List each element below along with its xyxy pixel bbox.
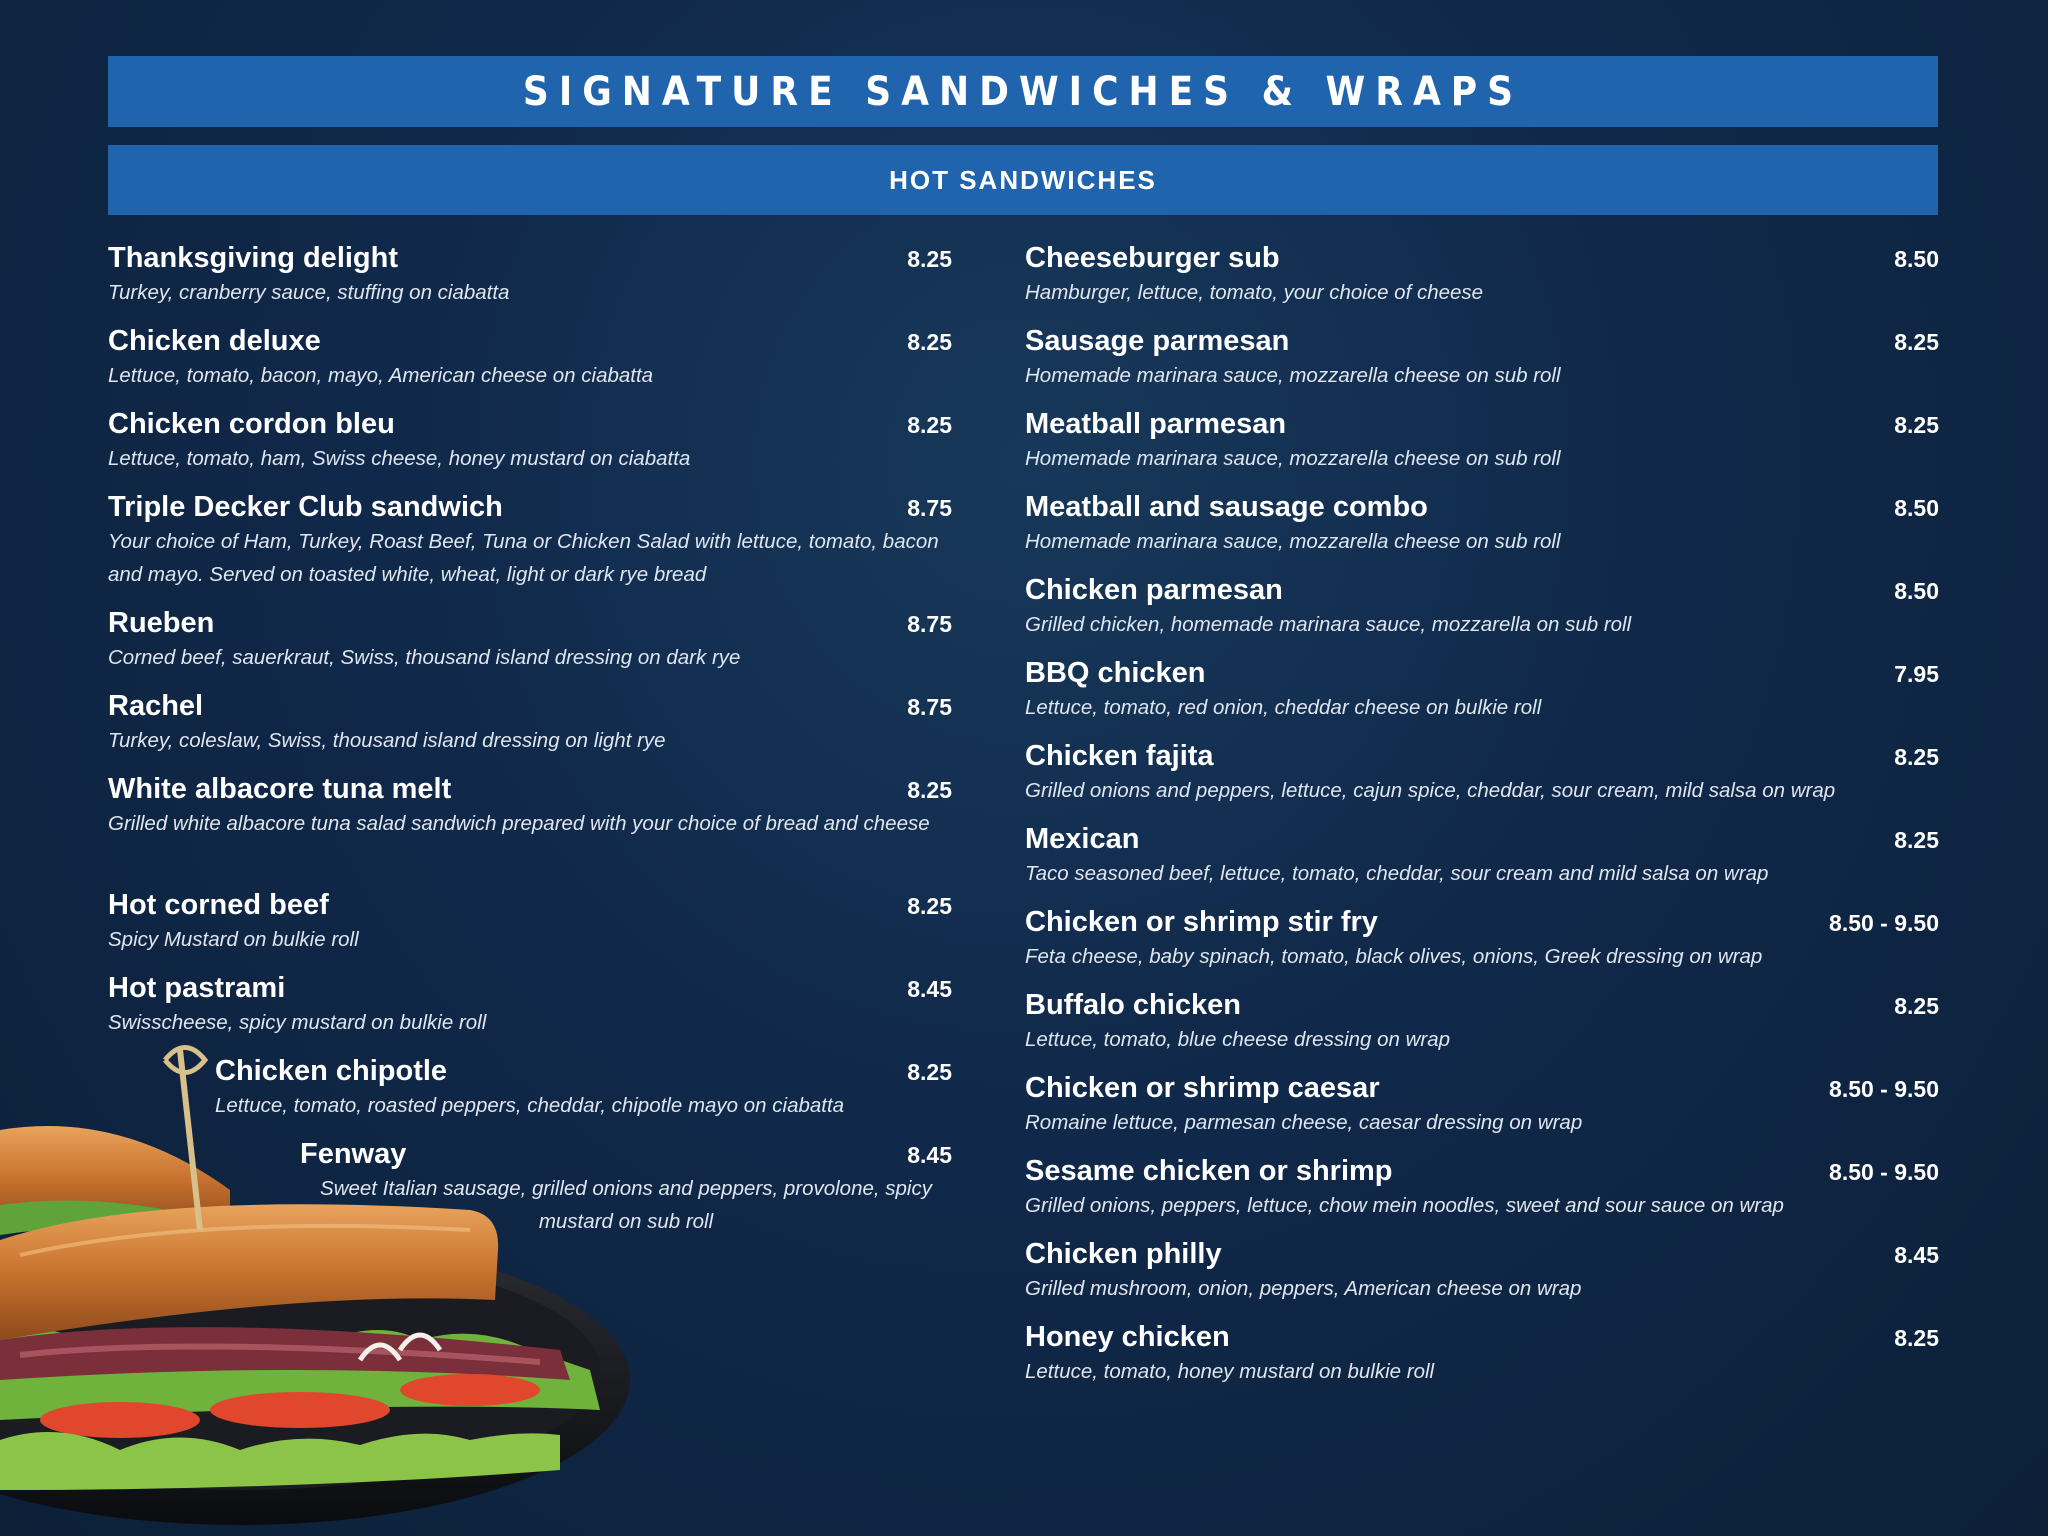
- menu-item-header: [108, 688, 952, 724]
- menu-item-description: Lettuce, tomato, bacon, mayo, American cheese on ciabatta: [108, 364, 654, 387]
- menu-item-price: 8.50 - 9.50: [1829, 1159, 1939, 1185]
- menu-item-description: Swisscheese, spicy mustard on bulkie roll: [108, 1011, 487, 1034]
- menu-item-header: [108, 240, 952, 276]
- menu-item-description: Your choice of Ham, Turkey, Roast Beef, Tuna or Chicken Salad with lettuce, tomato, bacon and mayo. Served on toasted white, wheat, light or dark rye bread: [108, 530, 939, 586]
- menu-item-description: Grilled onions, peppers, lettuce, chow mein noodles, sweet and sour sauce on wrap: [1025, 1194, 1784, 1217]
- menu-item-description: Homemade marinara sauce, mozzarella cheese on sub roll: [1025, 530, 1561, 553]
- menu-item-description: Spicy Mustard on bulkie roll: [108, 928, 359, 951]
- menu-item: [1025, 489, 1939, 558]
- menu-item: [1025, 1153, 1939, 1222]
- menu-item: [108, 323, 952, 392]
- menu-item-price: 8.25: [1894, 412, 1939, 438]
- menu-item-description: Homemade marinara sauce, mozzarella cheese on sub roll: [1025, 447, 1561, 470]
- menu-item-price: 8.45: [907, 976, 952, 1002]
- menu-item-name: Chicken fajita: [1025, 740, 1214, 772]
- menu-item-price: 8.25: [1894, 827, 1939, 853]
- menu-item: [1025, 738, 1939, 807]
- menu-item-header: [108, 406, 952, 442]
- menu-item: [1025, 323, 1939, 392]
- menu-item: [108, 970, 952, 1039]
- menu-item-header: [1025, 1153, 1939, 1189]
- menu-item: [1025, 572, 1939, 641]
- menu-item-description: Grilled mushroom, onion, peppers, American cheese on wrap: [1025, 1277, 1582, 1300]
- menu-item-description: Lettuce, tomato, blue cheese dressing on wrap: [1025, 1028, 1451, 1051]
- menu-item-name: Hot corned beef: [108, 889, 329, 921]
- menu-item: [1025, 1319, 1939, 1388]
- menu-item-header: [1025, 572, 1939, 608]
- menu-item-header: [300, 1136, 952, 1172]
- menu-item-price: 8.25: [907, 246, 952, 272]
- menu-item-price: 8.45: [1894, 1242, 1939, 1268]
- menu-item-name: Buffalo chicken: [1025, 989, 1241, 1021]
- menu-item-name: Chicken philly: [1025, 1238, 1222, 1270]
- section-title: HOT SANDWICHES: [889, 164, 1157, 195]
- menu-item: [1025, 655, 1939, 724]
- menu-item-header: [1025, 1070, 1939, 1106]
- menu-item-name: Sausage parmesan: [1025, 325, 1290, 357]
- menu-item: [1025, 406, 1939, 475]
- menu-item-description: Romaine lettuce, parmesan cheese, caesar dressing on wrap: [1025, 1111, 1583, 1134]
- menu-item-description: Lettuce, tomato, honey mustard on bulkie roll: [1025, 1360, 1435, 1383]
- section-banner: [108, 145, 1938, 215]
- menu-item-header: [215, 1053, 952, 1089]
- menu-item-name: Honey chicken: [1025, 1321, 1230, 1353]
- menu-title: SIGNATURE SANDWICHES & WRAPS: [522, 68, 1524, 115]
- menu-item-price: 8.25: [907, 1059, 952, 1085]
- menu-item: [108, 489, 952, 591]
- menu-item-price: 8.75: [907, 694, 952, 720]
- menu-item-description: Grilled white albacore tuna salad sandwich prepared with your choice of bread and cheese: [108, 812, 930, 835]
- menu-item-description: Taco seasoned beef, lettuce, tomato, cheddar, sour cream and mild salsa on wrap: [1025, 862, 1769, 885]
- menu-item-price: 8.50: [1894, 246, 1939, 272]
- menu-item-header: [1025, 821, 1939, 857]
- menu-item-price: 8.50 - 9.50: [1829, 1076, 1939, 1102]
- menu-item-description: Lettuce, tomato, red onion, cheddar cheese on bulkie roll: [1025, 696, 1542, 719]
- menu-item-description: Turkey, cranberry sauce, stuffing on ciabatta: [108, 281, 510, 304]
- menu-item-description: Lettuce, tomato, roasted peppers, cheddar, chipotle mayo on ciabatta: [215, 1094, 845, 1117]
- menu-item-description: Corned beef, sauerkraut, Swiss, thousand island dressing on dark rye: [108, 646, 741, 669]
- menu-item-name: Chicken or shrimp caesar: [1025, 1072, 1380, 1104]
- menu-item: [108, 887, 952, 956]
- menu-item-name: Rachel: [108, 690, 204, 722]
- menu-item-description: Lettuce, tomato, ham, Swiss cheese, honey mustard on ciabatta: [108, 447, 691, 470]
- menu-item-price: 8.25: [1894, 993, 1939, 1019]
- menu-item-price: 8.50: [1894, 578, 1939, 604]
- menu-item: [1025, 821, 1939, 890]
- menu-item: [108, 688, 952, 757]
- menu-item-description: Grilled chicken, homemade marinara sauce, mozzarella on sub roll: [1025, 613, 1632, 636]
- menu-item-header: [1025, 904, 1939, 940]
- menu-item-header: [1025, 489, 1939, 525]
- menu-item-price: 8.25: [1894, 329, 1939, 355]
- menu-item-price: 7.95: [1894, 661, 1939, 687]
- menu-item-name: Mexican: [1025, 823, 1140, 855]
- title-banner: [108, 56, 1938, 127]
- menu-item-name: Fenway: [300, 1138, 407, 1170]
- menu-item: [1025, 1070, 1939, 1139]
- menu-item: [1025, 240, 1939, 309]
- menu-item-name: Chicken parmesan: [1025, 574, 1283, 606]
- menu-item-header: [1025, 323, 1939, 359]
- menu-item-description: Turkey, coleslaw, Swiss, thousand island dressing on light rye: [108, 729, 666, 752]
- menu-item-header: [1025, 655, 1939, 691]
- menu-item-description: Homemade marinara sauce, mozzarella cheese on sub roll: [1025, 364, 1561, 387]
- menu-item-name: Sesame chicken or shrimp: [1025, 1155, 1393, 1187]
- menu-item: [108, 771, 952, 840]
- menu-item-name: Hot pastrami: [108, 972, 286, 1004]
- menu-item-name: Chicken deluxe: [108, 325, 321, 357]
- menu-item-price: 8.25: [907, 412, 952, 438]
- menu-item: [108, 406, 952, 475]
- menu-item-header: [108, 970, 952, 1006]
- menu-item: [1025, 987, 1939, 1056]
- menu-item: [1025, 1236, 1939, 1305]
- menu-item-header: [108, 887, 952, 923]
- menu-item-description: Feta cheese, baby spinach, tomato, black olives, onions, Greek dressing on wrap: [1025, 945, 1763, 968]
- menu-item-price: 8.25: [907, 329, 952, 355]
- menu-item-name: Chicken or shrimp stir fry: [1025, 906, 1378, 938]
- menu-item-name: Thanksgiving delight: [108, 242, 399, 274]
- menu-item-price: 8.25: [907, 893, 952, 919]
- menu-item-header: [1025, 406, 1939, 442]
- menu-item-name: Meatball parmesan: [1025, 408, 1287, 440]
- menu-item-header: [1025, 1236, 1939, 1272]
- menu-item-header: [108, 489, 952, 525]
- menu-item-price: 8.45: [907, 1142, 952, 1168]
- menu-item: [1025, 904, 1939, 973]
- menu-item-header: [108, 771, 952, 807]
- menu-item-name: Cheeseburger sub: [1025, 242, 1280, 274]
- menu-item-price: 8.75: [907, 495, 952, 521]
- menu-item-name: Meatball and sausage combo: [1025, 491, 1428, 523]
- menu-item-name: Rueben: [108, 607, 215, 639]
- menu-item-price: 8.25: [1894, 1325, 1939, 1351]
- menu-item-name: Chicken chipotle: [215, 1055, 448, 1087]
- menu-item-description: Hamburger, lettuce, tomato, your choice of cheese: [1025, 281, 1484, 304]
- menu-item-price: 8.50 - 9.50: [1829, 910, 1939, 936]
- menu-item-header: [108, 605, 952, 641]
- menu-item-name: Chicken cordon bleu: [108, 408, 395, 440]
- menu-item-header: [1025, 987, 1939, 1023]
- menu-item-description: Grilled onions and peppers, lettuce, cajun spice, cheddar, sour cream, mild salsa on wrap: [1025, 779, 1836, 802]
- menu-item-header: [108, 323, 952, 359]
- menu-item-name: BBQ chicken: [1025, 657, 1206, 689]
- menu-item-price: 8.50: [1894, 495, 1939, 521]
- menu-item-description: Sweet Italian sausage, grilled onions and peppers, provolone, spicy mustard on sub roll: [320, 1177, 932, 1233]
- menu-item-price: 8.25: [1894, 744, 1939, 770]
- menu-item-header: [1025, 240, 1939, 276]
- menu-item: [215, 1053, 952, 1122]
- menu-item: [108, 605, 952, 674]
- menu-item-name: White albacore tuna melt: [108, 773, 452, 805]
- menu-item-price: 8.75: [907, 611, 952, 637]
- menu-item-name: Triple Decker Club sandwich: [108, 491, 503, 523]
- menu-item-header: [1025, 738, 1939, 774]
- menu-item-price: 8.25: [907, 777, 952, 803]
- menu-item-header: [1025, 1319, 1939, 1355]
- menu-item: [108, 240, 952, 309]
- menu-item: [300, 1136, 952, 1238]
